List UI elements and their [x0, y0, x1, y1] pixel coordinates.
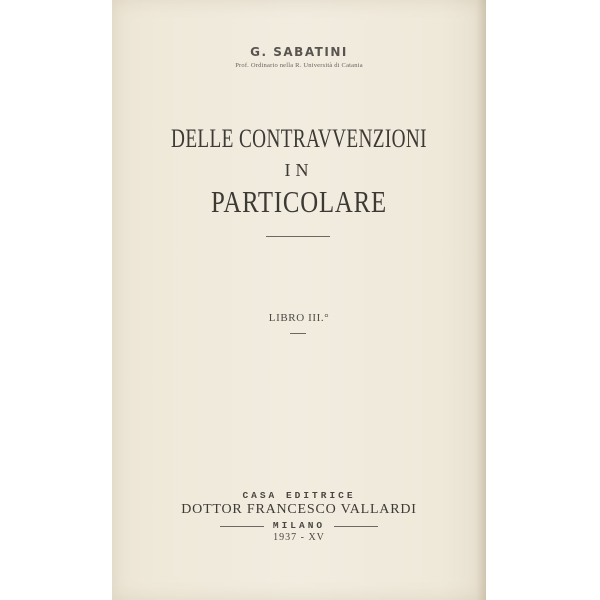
book-divider — [290, 333, 306, 334]
title-divider — [266, 236, 330, 237]
page-edge-shadow — [476, 0, 486, 600]
publication-date: 1937 - XV — [273, 532, 325, 543]
book-number: LIBRO III.° — [268, 312, 330, 324]
publisher-name: DOTTOR FRANCESCO VALLARDI — [181, 502, 417, 517]
title-line-2: IN — [284, 160, 314, 180]
title-page — [112, 0, 486, 600]
title-line-3: PARTICOLARE — [211, 184, 387, 219]
publisher-city: MILANO — [272, 520, 326, 531]
author-role: Prof. Ordinario nella R. Università di Catania — [235, 62, 363, 69]
publisher-house: CASA EDITRICE — [242, 490, 356, 501]
author-name: G. SABATINI — [250, 45, 348, 59]
title-line-1: DELLE CONTRAVVENZIONI — [171, 124, 427, 153]
city-rule-right — [334, 526, 378, 527]
